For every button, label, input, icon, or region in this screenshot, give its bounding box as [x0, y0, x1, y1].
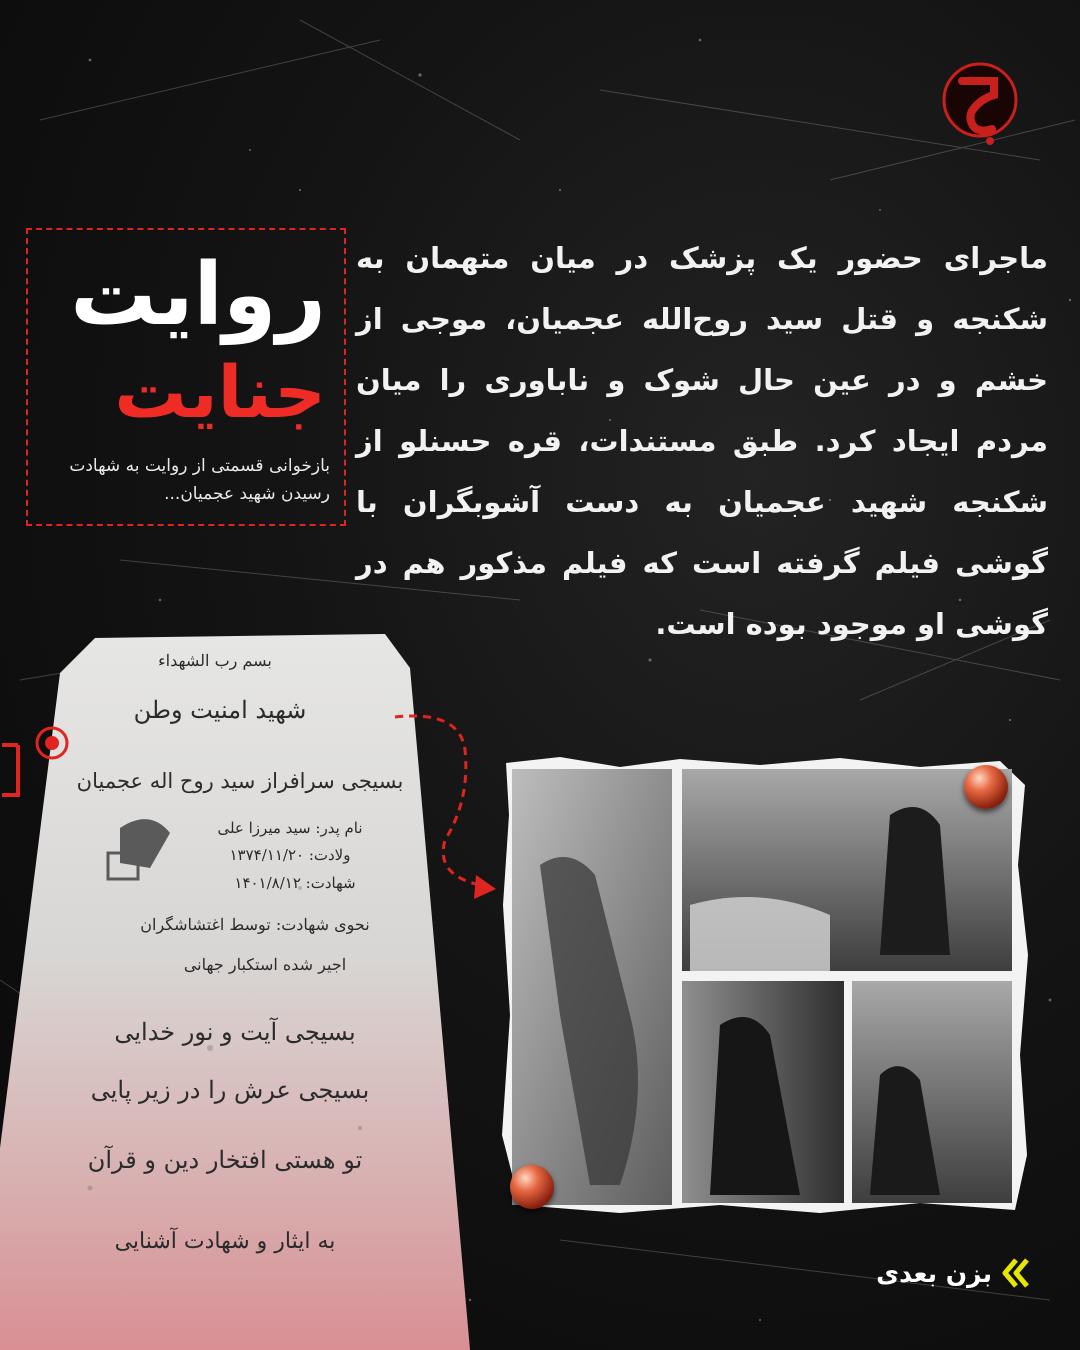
red-circle-letter-logo-icon — [940, 55, 1020, 155]
next-label: بزن بعدی — [876, 1258, 992, 1288]
target-icon — [0, 725, 80, 805]
tombstone-line-6: نحوی شهادت: توسط اغتشاشگران — [140, 915, 370, 934]
next-button[interactable] — [850, 1250, 1030, 1296]
double-chevron-icon — [1000, 1256, 1030, 1290]
tombstone-line-9: بسیجی عرش را در زیر پایی — [90, 1076, 370, 1104]
title-line2: جنایت — [114, 350, 326, 434]
title-line1: روایت — [70, 245, 326, 345]
tombstone-line-header: بسم رب الشهداء — [158, 651, 272, 670]
tombstone-line-4: ولادت: ۱۳۷۴/۱۱/۲۰ — [229, 846, 351, 864]
tombstone-line-5: شهادت: ۱۴۰۱/۸/۱۲ — [234, 874, 356, 892]
tombstone-line-3: نام پدر: سید میرزا علی — [217, 819, 363, 837]
tombstone-line-7: اجیر شده استکبار جهانی — [183, 955, 347, 974]
tombstone-line-11: به ایثار و شهادت آشنایی — [114, 1229, 336, 1254]
tombstone-line-1: شهید امنیت وطن — [133, 696, 307, 724]
tombstone-line-2: بسیجی سرافراز سید روح اله عجمیان — [76, 769, 404, 793]
tombstone-line-10: تو هستی افتخار دین و قرآن — [87, 1146, 363, 1174]
pin-icon — [964, 765, 1008, 809]
photo-collage — [500, 755, 1030, 1215]
body-paragraph: ماجرای حضور یک پزشک در میان متهمان به شکنجه و قتل سید روح‌الله عجمیان، موجی از خشم و در عین حال شوک و ناباوری را میان مردم ایجاد کرد. طبق مستندات، قره حسنلو از شکنجه شهید عجمیان به دست آشوبگران با گوشی فیلم گرفته است که فیلم مذکور هم در گوشی او موجود بوده است. — [356, 241, 1048, 641]
subtitle-line2: رسیدن شهید عجمیان... — [164, 484, 330, 504]
pin-icon — [510, 1165, 554, 1209]
subtitle-line1: بازخوانی قسمتی از روایت به شهادت — [69, 456, 330, 476]
title-box — [26, 228, 346, 526]
tombstone-line-8: بسیجی آیت و نور خدایی — [114, 1018, 356, 1046]
